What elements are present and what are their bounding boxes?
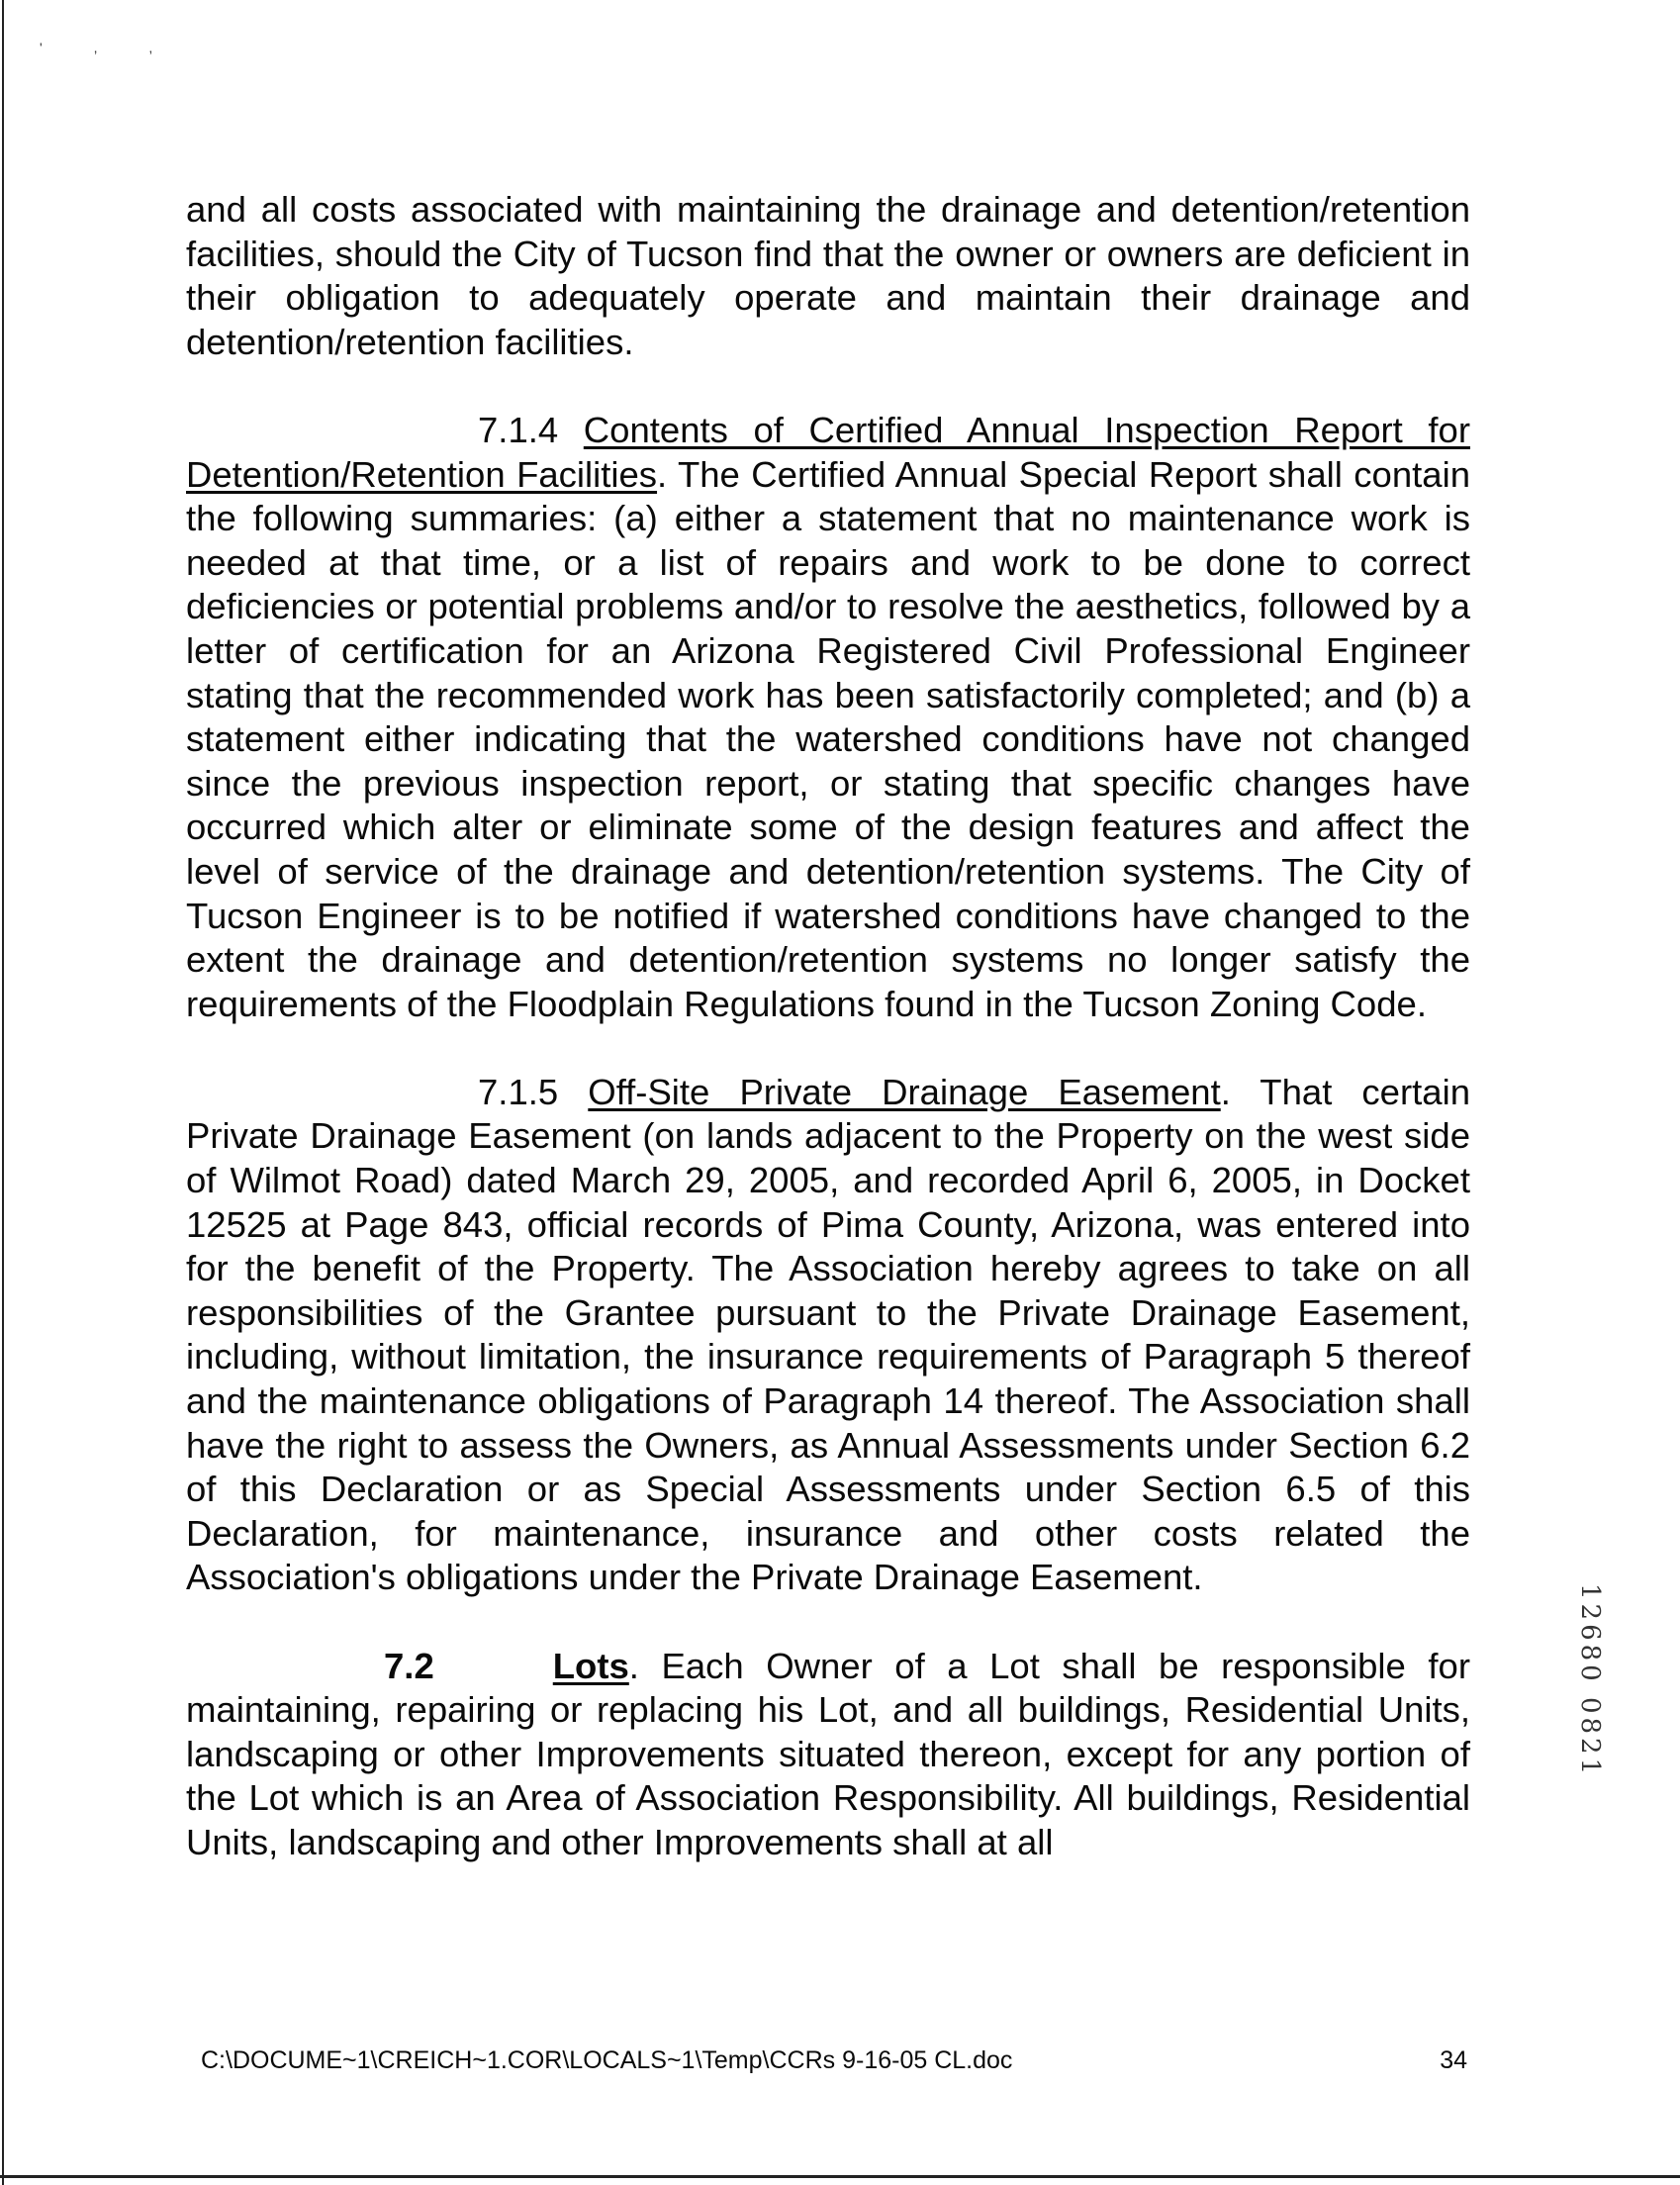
section-7-1-5-text — [186, 1071, 1470, 1600]
paragraph-text: and all costs associated with maintaining the drainage and detention/retention facilities, should the City of Tucson find that the owner or owners are deficient in their obligation to adequately operate and maintain their drainage and detention/retention facilities. — [186, 189, 1470, 362]
section-title: Lots — [552, 1645, 629, 1686]
section-title: Off-Site Private Drainage Easement — [588, 1071, 1221, 1112]
page-edge-left — [2, 0, 4, 2185]
section-7-1-5 — [186, 1071, 1470, 1600]
page-number: 34 — [1440, 2046, 1467, 2074]
section-body: . That certain Private Drainage Easement (on lands adjacent to the Property on the west side of Wilmot Road) dated March 29, 2005, and recorded April 6, 2005, in Docket 12525 at Page 843, official records of Pima County, Arizona, was entered into for the benefit of the Property. The Association hereby agrees to take on all responsibilities of the Grantee pursuant to the Private Drainage Easement, including, without limitation, the insurance requirements of Paragraph 5 thereof and the maintenance obligations of Paragraph 14 thereof. The Association shall have the right to assess the Owners, as Annual Assessments under Section 6.2 of this Declaration or as Special Assessments under Section 6.5 of this Declaration, for maintenance, insurance and other costs related the Association's obligations under the Private Drainage Easement. — [186, 1071, 1470, 1598]
section-number: 7.1.4 — [478, 409, 559, 450]
section-7-1-4-text — [186, 409, 1470, 1026]
paragraph-continuation — [186, 188, 1470, 364]
section-number: 7.2 — [384, 1645, 434, 1686]
section-7-1-4 — [186, 409, 1470, 1026]
document-body — [186, 188, 1470, 1909]
section-number: 7.1.5 — [478, 1071, 559, 1112]
section-body: . The Certified Annual Special Report shall contain the following summaries: (a) either a statement that no maintenance work is needed at that time, or a list of repairs and work to be done to correct deficiencies or potential problems and/or to resolve the aesthetics, followed by a letter of certification for an Arizona Registered Civil Professional Engineer stating that the recommended work has been satisfactorily completed; and (b) a statement either indicating that the watershed conditions have not changed since the previous inspection report, or stating that specific changes have occurred which alter or eliminate some of the design features and affect the level of service of the drainage and detention/retention systems. The City of Tucson Engineer is to be notified if watershed conditions have changed to the extent the drainage and detention/retention systems no longer satisfy the requirements of the Floodplain Regulations found in the Tucson Zoning Code. — [186, 453, 1471, 1024]
section-body: . Each Owner of a Lot shall be responsible for maintaining, repairing or replacing his Lot, and all buildings, Residential Units, landscaping or other Improvements situated thereon, except for any portion of the Lot which is an Area of Association Responsibility. All buildings, Residential Units, landscaping and other Improvements shall at all — [186, 1645, 1470, 1862]
section-title: Contents of Certified Annual Inspection Report for Detention/Retention Facilities — [186, 409, 1470, 495]
page-footer — [201, 2046, 1467, 2075]
docket-stamp: 12680 0821 — [1575, 1583, 1605, 1779]
scan-specks: ' , , — [40, 40, 177, 55]
file-path: C:\DOCUME~1\CREICH~1.COR\LOCALS~1\Temp\CCRs 9-16-05 CL.doc — [201, 2046, 1013, 2074]
section-7-2 — [186, 1645, 1470, 1865]
section-7-2-text — [186, 1645, 1470, 1865]
page-edge-bottom — [0, 2175, 1680, 2178]
